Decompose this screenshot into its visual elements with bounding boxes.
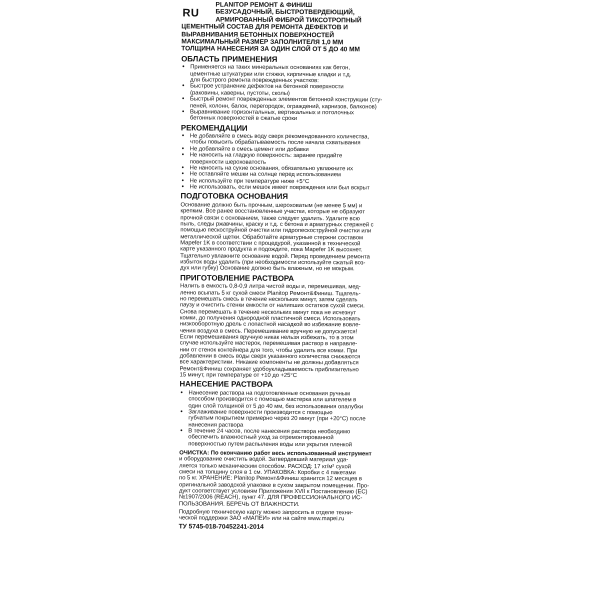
list-item: • Не оставляйте мешки на солнце перед использованием	[181, 172, 417, 180]
product-spec	[181, 24, 417, 55]
list-item: • Быстрое устранение дефектов на бетонной поверхности (раковины, каверны, пустоты, сколы)	[181, 84, 417, 98]
title-line: БЕЗУСАДОЧНЫЙ, БЫСТРОТВЕРДЕЮЩИЙ,	[215, 8, 355, 17]
section-heading-mixing: ПРИГОТОВЛЕНИЕ РАСТВОРА	[180, 272, 295, 283]
list-item: • В течение 24 часов, после нанесения раствора необходимо обеспечить влажностный уход за отремонтированной поверхностью путем распыления воды или укрытия пленкой	[179, 428, 415, 448]
list-item: • Не наносить на сухие основания, обязательно увлажните их	[181, 165, 417, 173]
list-item: • Нанесение раствора на подготовленные основания ручным способом производится с помощью мастерка или шпателем в один слой толщиной от 5 до 40 мм, без использования опалубки	[179, 390, 415, 410]
applying-list	[179, 390, 415, 448]
language-code: RU	[182, 7, 200, 20]
list-item: • Выравнивание горизонтальных, вертикальных и потолочных бетонных поверхностей в сжатые сроки	[181, 109, 417, 123]
footer-note: Подробную техническую карту можно запросить в отделе техни- ческой поддержки ЗАО «МАПЕИ» или на сайте www.mapei.ru	[178, 509, 353, 523]
tu-code: ТУ 5745-018-70452241-2014	[178, 523, 264, 531]
label-header	[181, 0, 417, 54]
section-heading-recommendations: РЕКОМЕНДАЦИИ	[180, 122, 248, 133]
list-item: • Заглаживание поверхности производится с помощью губчатым покрытием примерно через 20 минут (при +20°C) после нанесения раствора	[179, 409, 415, 429]
cleaning-consumption-storage-text: ОЧИСТКА: По окончанию работ весь использованный инструмент и оборудование очистить водой. Затвердевший материал уда- ляется только механическим способом. РАСХОД: 17 кг/м² сухой смеси на толщину слоя в 1 см. УПАКОВКА: Коробки с 4 пакетами по 5 кг. ХРАНЕНИЕ: Planitop Ремонт&Финиш хранится 12 месяцев в оригинальной заводской упаковке в сухом закрытом помещении. Про- дукт соответствует условиям Приложения XVII к Постановлению (ЕС) №1907/2006 (REACH), пункт 47. ДЛЯ ПРОФЕССИОНАЛЬНОГО ИС- ПОЛЬЗОВАНИЯ. БЕРЕЧЬ ОТ ВЛАЖНОСТИ.	[178, 450, 372, 508]
title-line: PLANITOP РЕМОНТ & ФИНИШ	[215, 1, 313, 10]
section-heading-applying: НАНЕСЕНИЕ РАСТВОРА	[179, 379, 273, 390]
title-line: АРМИРОВАННЫЙ ФИБРОЙ ТИКСОТРОПНЫЙ	[215, 16, 362, 25]
recommendations-list	[181, 133, 417, 191]
section-heading-preparation: ПОДГОТОВКА ОСНОВАНИЯ	[180, 191, 289, 202]
spec-line: ВЫРАВНИВАНИЯ БЕТОННЫХ ПОВЕРХНОСТЕЙ	[181, 31, 335, 39]
application-list	[181, 65, 417, 123]
list-item: • Применяется на таких минеральных основаниях как бетон, цементные штукатурки или стяжки, кирпичные кладки и т.д. для быстрого ремонта поврежденных участков:	[181, 65, 417, 85]
mixing-text: Налить в емкость 0,8-0,9 литра чистой воды и, перемешивая, мед- ленно всыпать 5 кг сухой смеси Planitop Ремонт&Финиш. Тщатель- но перемешать смесь в течение нескольких минут, затем сделать паузу и очистить стенки емкости от налипших остатков сухой смеси. Снова перемешать в течение нескольких минут пока не исчезнут комки, до получения однородной пластичной смеси. Использовать низкооборотную дрель с лопастной насадкой во избежание вовле- чения воздуха в смесь. Перемешивание вручную не допускается! Если перемешивания вручную никак нельзя избежать, то в этом случае используйте мастерок, перемешивая раствор в направле- нии от стенок контейнера для того, чтобы удалить все комки. При добавлении в смесь воды сверх указанного количества снижаются все характеристики. Никакие компоненты не должны добавляться Ремонт&Финиш сохраняет удобоукладываемость приблизительно 15 минут, при температуре от +10 до +25°C	[179, 283, 365, 379]
list-item: • Не используйте при температуре ниже +5°C	[181, 178, 417, 186]
preparation-text: Основание должно быть прочным, шероховатым (не менее 5 мм) и крепким. Все ранее восстановленные участки, которые не образуют прочной связи с основанием, также следует удалить. Удалите всю пыль, следы ржавчины, краску и т.д. с бетона и арматурных стержней с помощью пескоструйной очистки или гидропескоструйной очистки или металлической щетки. Обработайте арматурные стержни составом Mapefer 1K в соответствии с процедурой, указанной в технической карте указанного продукта и подождите, пока Mapefer 1K высохнет. Тщательно увлажните основание водой. Перед проведением ремонта избыток воды удалить (при необходимости используйте сжатый воз- дух или губку) Основание должно быть влажным, но не мокрым.	[180, 202, 374, 273]
list-item: • Не добавляйте в смесь воду сверх рекомендованного количества, чтобы повысить обрабатываемость после начала схватывания	[181, 133, 417, 147]
spec-line: МАКСИМАЛЬНЫЙ РАЗМЕР ЗАПОЛНИТЕЛЯ 1,0 ММ	[181, 38, 344, 47]
spec-line: ТОЛЩИНА НАНЕСЕНИЯ ЗА ОДИН СЛОЙ ОТ 5 ДО 40 ММ	[181, 45, 360, 54]
section-heading-application: ОБЛАСТЬ ПРИМЕНЕНИЯ	[181, 54, 278, 64]
list-item: • Не использовать, если мешок имеет повреждения или был вскрыт	[181, 184, 417, 192]
spec-line: ЦЕМЕНТНЫЙ СОСТАВ ДЛЯ РЕМОНТА ДЕФЕКТОВ И	[181, 23, 348, 32]
list-item: • Не добавляйте в смесь цемент или добавки	[181, 146, 417, 154]
product-title	[181, 1, 417, 24]
list-item: • Не наносить на гладкую поверхность: заранее придайте поверхности шероховатость	[181, 153, 417, 167]
list-item: • Быстрый ремонт поврежденных элементов бетонной конструкции (сту- пеней, колонн, балок, перегородок, ограждений, карнизов, балконов)	[181, 97, 417, 111]
